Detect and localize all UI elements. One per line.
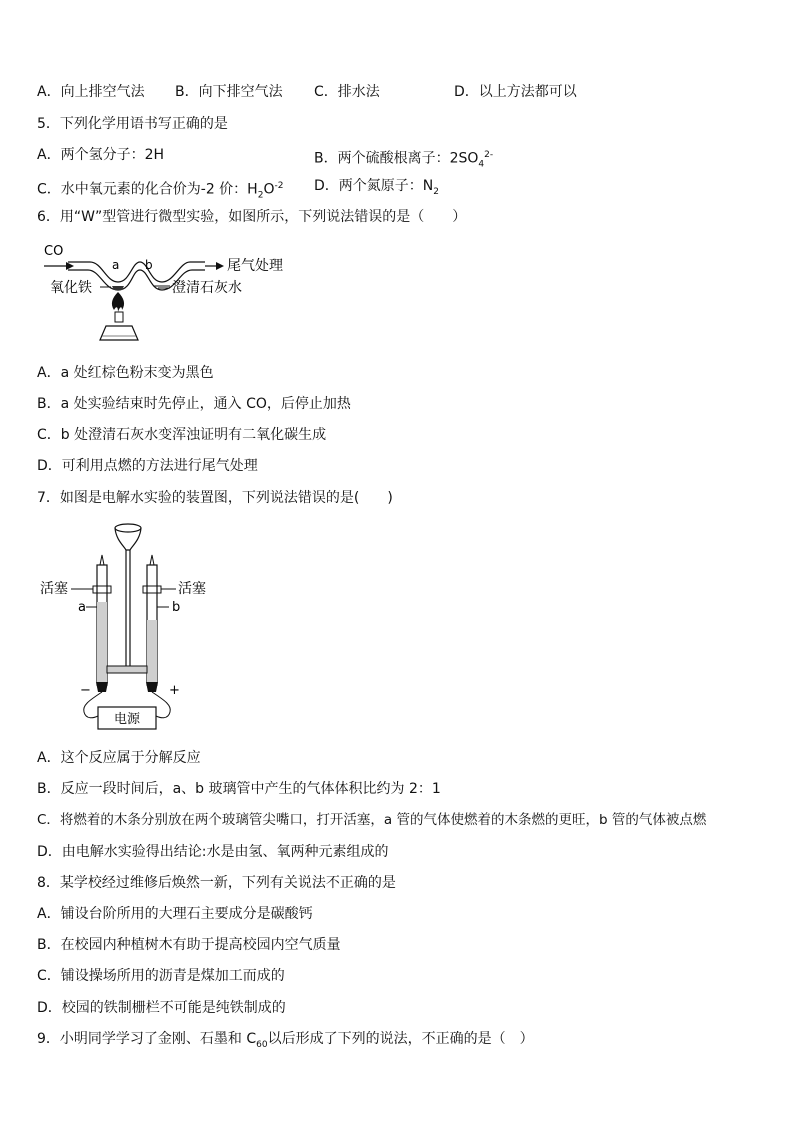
limewater-label: 澄清石灰水: [172, 280, 242, 296]
q5-option-c: C．水中氧元素的化合价为-2 价：$H_2O^{-2}$: [37, 181, 284, 201]
q8-option-d: D．校园的铁制栅栏不可能是纯铁制成的: [37, 1000, 286, 1016]
stopcock-left-label: 活塞: [40, 581, 68, 597]
funnel-rim: [115, 524, 141, 532]
iron-oxide-powder: [112, 286, 124, 290]
left-electrode: [96, 682, 108, 692]
left-stopcock: [93, 586, 111, 593]
power-supply-label: 电源: [114, 712, 141, 727]
minus-label: −: [80, 683, 91, 698]
connecting-tube: [107, 666, 147, 673]
q7-option-a: A．这个反应属于分解反应: [37, 750, 201, 766]
q5-option-b: B．两个硫酸根离子：$2SO_4^{2-}$: [314, 150, 494, 170]
q8-stem: 8．某学校经过维修后焕然一新，下列有关说法不正确的是: [37, 875, 396, 891]
w-tube-diagram: [40, 240, 300, 352]
q4-option-b: B．向下排空气法: [175, 84, 283, 100]
a-label: a: [112, 258, 120, 272]
q7-option-b: B．反应一段时间后，a、b 玻璃管中产生的气体体积比约为 2：1: [37, 781, 441, 797]
stopcock-right-label: 活塞: [178, 581, 206, 597]
b-label: b: [145, 258, 153, 272]
right-stopcock: [143, 586, 161, 593]
left-nozzle: [100, 555, 104, 565]
q6-option-d: D．可利用点燃的方法进行尾气处理: [37, 458, 258, 474]
tube-a-label: a: [78, 600, 86, 615]
q8-option-c: C．铺设操场所用的沥青是煤加工而成的: [37, 968, 285, 984]
q5-stem: 5．下列化学用语书写正确的是: [37, 116, 228, 132]
q5-option-d: D．两个氮原子：$N_2$: [314, 178, 439, 197]
q8-option-a: A．铺设台阶所用的大理石主要成分是碳酸钙: [37, 906, 313, 922]
exhaust-label: 尾气处理: [227, 258, 283, 274]
q6-option-a: A．a 处红棕色粉末变为黑色: [37, 365, 214, 381]
q6-stem: 6．用“W”型管进行微型实验，如图所示，下列说法错误的是（ ）: [37, 209, 467, 225]
q7-stem: 7．如图是电解水实验的装置图，下列说法错误的是( ): [37, 490, 393, 506]
iron-oxide-label: 氧化铁: [50, 280, 92, 296]
co-arrow-head: [66, 262, 74, 270]
q7-option-c: C．将燃着的木条分别放在两个玻璃管尖嘴口，打开活塞，a 管的气体使燃着的木条燃的更旺，b 管的气体被点燃: [37, 812, 707, 828]
flame-icon: [112, 292, 124, 312]
q7-option-d: D．由电解水实验得出结论:水是由氢、氧两种元素组成的: [37, 844, 389, 860]
q4-option-d: D．以上方法都可以: [454, 84, 577, 100]
right-water: [147, 620, 157, 685]
q6-option-c: C．b 处澄清石灰水变浑浊证明有二氧化碳生成: [37, 427, 327, 443]
lamp-wick-holder: [115, 312, 123, 322]
q5-option-a: A．两个氢分子：2H: [37, 147, 165, 163]
q4-option-a: A．向上排空气法: [37, 84, 145, 100]
exhaust-arrow-head: [216, 262, 224, 270]
electrolysis-diagram: [38, 520, 218, 735]
q4-option-c: C．排水法: [314, 84, 380, 100]
right-electrode: [146, 682, 158, 692]
q8-option-b: B．在校园内种植树木有助于提高校园内空气质量: [37, 937, 341, 953]
right-nozzle: [150, 555, 154, 565]
tube-b-label: b: [172, 600, 181, 615]
plus-label: +: [169, 683, 180, 698]
co-label: CO: [44, 244, 64, 259]
left-water: [97, 602, 107, 685]
q9-stem: 9．小明同学学习了金刚、石墨和 $C_{60}$以后形成了下列的说法，不正确的是（ ）: [37, 1031, 534, 1050]
q6-option-b: B．a 处实验结束时先停止，通入 CO，后停止加热: [37, 396, 351, 412]
alcohol-lamp-body: [100, 326, 138, 340]
